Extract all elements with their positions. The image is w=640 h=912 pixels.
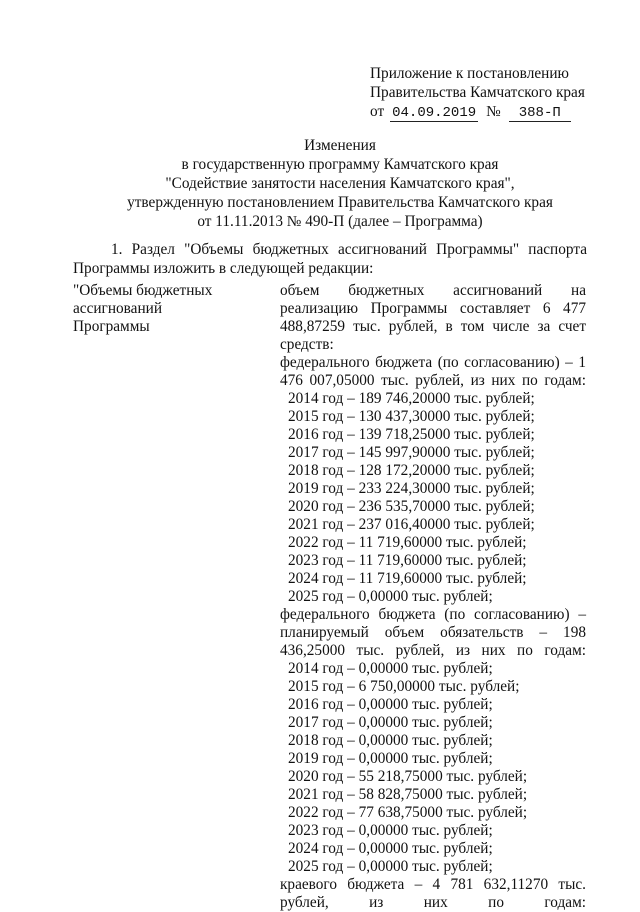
year-line: 2025 год – 0,00000 тыс. рублей;	[288, 858, 493, 875]
year-line: 2021 год – 58 828,75000 тыс. рублей;	[288, 786, 528, 803]
decree-number: 388-П	[509, 106, 571, 122]
year-line: 2014 год – 0,00000 тыс. рублей;	[288, 660, 493, 677]
year-line: 2023 год – 11 719,60000 тыс. рублей;	[288, 552, 527, 569]
year-line: 2022 год – 11 719,60000 тыс. рублей;	[288, 534, 527, 551]
total-paragraph: объем бюджетных ассигнований на реализацию Программы составляет 6 477 488,87259 тыс. рублей, в том числе за счет средств:	[280, 282, 586, 353]
year-line: 2015 год – 130 437,30000 тыс. рублей;	[288, 408, 535, 425]
heading-line: Изменения	[304, 137, 376, 154]
year-line: 2020 год – 236 535,70000 тыс. рублей;	[288, 498, 535, 515]
section-label-line: Программы	[73, 318, 150, 335]
year-line: 2016 год – 139 718,25000 тыс. рублей;	[288, 426, 535, 443]
year-line: 2025 год – 0,00000 тыс. рублей;	[288, 588, 493, 605]
federal-paragraph: федерального бюджета (по согласованию) – 1 476 007,05000 тыс. рублей, из них по годам:	[280, 354, 586, 389]
approval-line-2: Правительства Камчатского края	[370, 84, 585, 101]
year-line: 2014 год – 189 746,20000 тыс. рублей;	[288, 390, 535, 407]
section-label	[73, 282, 263, 336]
section-body	[280, 282, 586, 912]
section-label-line: "Объемы бюджетных	[73, 282, 213, 299]
year-line: 2018 год – 128 172,20000 тыс. рублей;	[288, 462, 535, 479]
number-label: №	[486, 103, 501, 120]
heading-line: от 11.11.2013 № 490-П (далее – Программа)	[197, 213, 483, 230]
year-line: 2016 год – 0,00000 тыс. рублей;	[288, 696, 493, 713]
year-line: 2023 год – 0,00000 тыс. рублей;	[288, 822, 493, 839]
year-line: 2024 год – 0,00000 тыс. рублей;	[288, 840, 493, 857]
intro-paragraph: 1. Раздел "Объемы бюджетных ассигнований Программы" паспорта Программы изложить в следующей редакции:	[73, 241, 587, 277]
year-line: 2024 год – 11 719,60000 тыс. рублей;	[288, 570, 527, 587]
federal-obligations-by-year-list	[280, 660, 586, 876]
document-heading	[80, 136, 600, 231]
decree-date: 04.09.2019	[392, 105, 477, 121]
heading-line: в государственную программу Камчатского края	[181, 156, 499, 173]
year-line: 2017 год – 0,00000 тыс. рублей;	[288, 714, 493, 731]
date-prefix: от	[370, 103, 385, 120]
regional-paragraph: краевого бюджета – 4 781 632,11270 тыс. рублей, из них по годам:	[280, 876, 586, 911]
year-line: 2017 год – 145 997,90000 тыс. рублей;	[288, 444, 535, 461]
year-line: 2019 год – 0,00000 тыс. рублей;	[288, 750, 493, 767]
heading-line: "Содействие занятости населения Камчатского края",	[165, 175, 515, 192]
approval-block	[370, 64, 585, 122]
year-line: 2022 год – 77 638,75000 тыс. рублей;	[288, 804, 528, 821]
year-line: 2020 год – 55 218,75000 тыс. рублей;	[288, 768, 528, 785]
federal-obligations-paragraph: федерального бюджета (по согласованию) – планируемый объем обязательств – 198 436,25000 тыс. рублей, из них по годам:	[280, 606, 586, 659]
section-label-line: ассигнований	[73, 300, 163, 317]
approval-line-1: Приложение к постановлению	[370, 65, 569, 82]
year-line: 2021 год – 237 016,40000 тыс. рублей;	[288, 516, 535, 533]
approval-date-line	[370, 102, 585, 122]
year-line: 2015 год – 6 750,00000 тыс. рублей;	[288, 678, 520, 695]
year-line: 2018 год – 0,00000 тыс. рублей;	[288, 732, 493, 749]
heading-line: утвержденную постановлением Правительства Камчатского края	[127, 194, 553, 211]
year-line: 2019 год – 233 224,30000 тыс. рублей;	[288, 480, 535, 497]
federal-by-year-list	[280, 390, 586, 606]
